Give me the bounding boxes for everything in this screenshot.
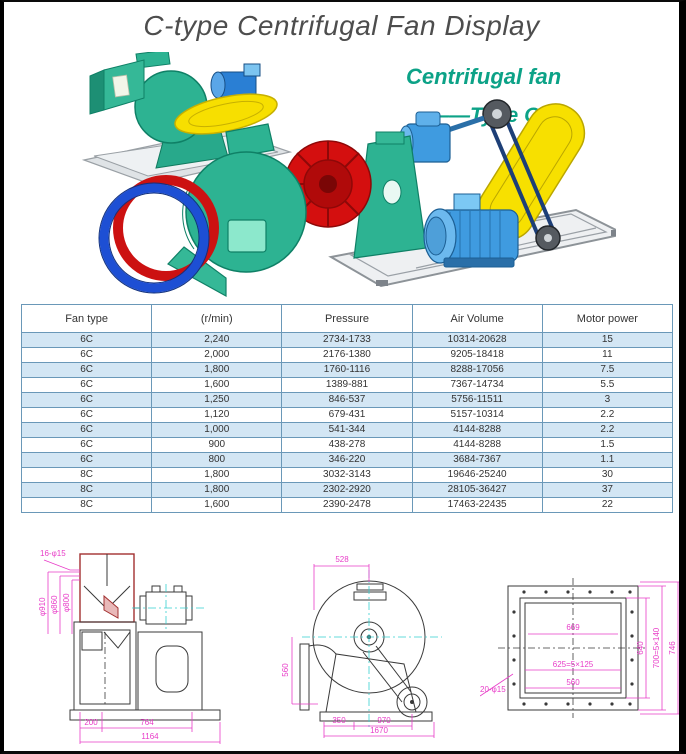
table-cell: 6C xyxy=(22,348,152,363)
table-cell: 1.5 xyxy=(542,438,672,453)
right-dimensions xyxy=(480,582,682,714)
dim-label: 200 xyxy=(84,718,98,727)
middle-part-outline xyxy=(300,570,442,728)
page-title: C-type Centrifugal Fan Display xyxy=(143,10,540,41)
table-row xyxy=(22,498,673,513)
table-row xyxy=(22,333,673,348)
table-cell: 6C xyxy=(22,408,152,423)
table-cell: 8C xyxy=(22,498,152,513)
table-cell: 37 xyxy=(542,483,672,498)
table-header-cell: Air Volume xyxy=(412,305,542,333)
table-cell: 800 xyxy=(152,453,282,468)
drawing-side-view xyxy=(14,540,254,752)
table-cell: 28105-36427 xyxy=(412,483,542,498)
dim-label: 746 xyxy=(668,641,677,655)
table-cell: 2390-2478 xyxy=(282,498,412,513)
table-cell: 8288-17056 xyxy=(412,363,542,378)
dim-label: 1164 xyxy=(141,732,159,741)
table-row xyxy=(22,483,673,498)
table-cell: 6C xyxy=(22,333,152,348)
table-row xyxy=(22,468,673,483)
dim-label: φ910 xyxy=(38,597,47,616)
table-cell: 1.1 xyxy=(542,453,672,468)
table-cell: 7367-14734 xyxy=(412,378,542,393)
table-cell: 3684-7367 xyxy=(412,453,542,468)
table-cell: 2302-2920 xyxy=(282,483,412,498)
table-cell: 6C xyxy=(22,378,152,393)
table-row xyxy=(22,348,673,363)
table-cell: 8C xyxy=(22,468,152,483)
table-cell: 6C xyxy=(22,453,152,468)
table-cell: 679-431 xyxy=(282,408,412,423)
table-cell: 1,600 xyxy=(152,498,282,513)
dim-label: 20-φ15 xyxy=(480,685,506,694)
table-row xyxy=(22,438,673,453)
dim-label: 700=5×140 xyxy=(652,627,661,669)
dim-label: 669 xyxy=(566,623,580,632)
table-cell: 1,800 xyxy=(152,483,282,498)
table-cell: 5756-11511 xyxy=(412,393,542,408)
dim-label: 764 xyxy=(140,718,154,727)
table-cell: 3 xyxy=(542,393,672,408)
table-cell: 6C xyxy=(22,423,152,438)
table-cell: 10314-20628 xyxy=(412,333,542,348)
table-cell: 2734-1733 xyxy=(282,333,412,348)
table-row xyxy=(22,453,673,468)
spec-table-body xyxy=(22,333,673,513)
table-cell: 2,000 xyxy=(152,348,282,363)
table-cell: 9205-18418 xyxy=(412,348,542,363)
spec-table xyxy=(21,304,673,513)
table-cell: 900 xyxy=(152,438,282,453)
table-cell: 1,800 xyxy=(152,468,282,483)
table-cell: 11 xyxy=(542,348,672,363)
dim-label: 970 xyxy=(377,716,391,725)
table-cell: 15 xyxy=(542,333,672,348)
table-cell: 1,120 xyxy=(152,408,282,423)
dim-label: φ860 xyxy=(50,595,59,614)
table-cell: 2.2 xyxy=(542,408,672,423)
table-cell: 4144-8288 xyxy=(412,423,542,438)
table-cell: 2176-1380 xyxy=(282,348,412,363)
dim-label: 560 xyxy=(281,663,290,677)
table-cell: 1,800 xyxy=(152,363,282,378)
table-header-row xyxy=(22,305,673,333)
table-cell: 846-537 xyxy=(282,393,412,408)
table-cell: 2.2 xyxy=(542,423,672,438)
table-cell: 6C xyxy=(22,363,152,378)
illustration-caption-line1: Centrifugal fan xyxy=(406,64,562,89)
table-cell: 5157-10314 xyxy=(412,408,542,423)
table-cell: 2,240 xyxy=(152,333,282,348)
table-cell: 346-220 xyxy=(282,453,412,468)
left-dimensions xyxy=(38,549,220,744)
table-cell: 1,250 xyxy=(152,393,282,408)
fan-illustration xyxy=(76,52,616,302)
right-part-outline xyxy=(498,578,648,718)
illustration-caption-line2: ——Type xyxy=(428,104,519,127)
dim-label: φ800 xyxy=(62,593,71,612)
drawing-flange-view xyxy=(480,578,686,746)
table-row xyxy=(22,408,673,423)
table-cell: 8C xyxy=(22,483,152,498)
table-cell: 30 xyxy=(542,468,672,483)
table-row xyxy=(22,393,673,408)
table-cell: 1760-1116 xyxy=(282,363,412,378)
table-cell: 4144-8288 xyxy=(412,438,542,453)
table-cell: 6C xyxy=(22,393,152,408)
table-header-cell: Motor power xyxy=(542,305,672,333)
table-row xyxy=(22,423,673,438)
table-cell: 438-278 xyxy=(282,438,412,453)
drawing-scroll-view xyxy=(274,542,464,742)
table-header-cell: Fan type xyxy=(22,305,152,333)
dim-label: 528 xyxy=(335,555,349,564)
table-header-cell: (r/min) xyxy=(152,305,282,333)
table-cell: 5.5 xyxy=(542,378,672,393)
dimension-drawings xyxy=(4,536,686,750)
table-cell: 1389-881 xyxy=(282,378,412,393)
dim-label: 350 xyxy=(332,716,346,725)
table-cell: 1,600 xyxy=(152,378,282,393)
dim-label: 560 xyxy=(566,678,580,687)
table-cell: 19646-25240 xyxy=(412,468,542,483)
dim-label: 1670 xyxy=(370,726,388,735)
dim-label: 625=5×125 xyxy=(552,660,594,669)
table-cell: 6C xyxy=(22,438,152,453)
dim-label: 640 xyxy=(636,641,645,655)
table-cell: 17463-22435 xyxy=(412,498,542,513)
table-cell: 7.5 xyxy=(542,363,672,378)
left-part-outline xyxy=(70,554,220,720)
table-cell: 22 xyxy=(542,498,672,513)
table-cell: 541-344 xyxy=(282,423,412,438)
table-row xyxy=(22,378,673,393)
table-cell: 3032-3143 xyxy=(282,468,412,483)
table-header-cell: Pressure xyxy=(282,305,412,333)
table-cell: 1,000 xyxy=(152,423,282,438)
dim-label: 16-φ15 xyxy=(40,549,66,558)
table-row xyxy=(22,363,673,378)
